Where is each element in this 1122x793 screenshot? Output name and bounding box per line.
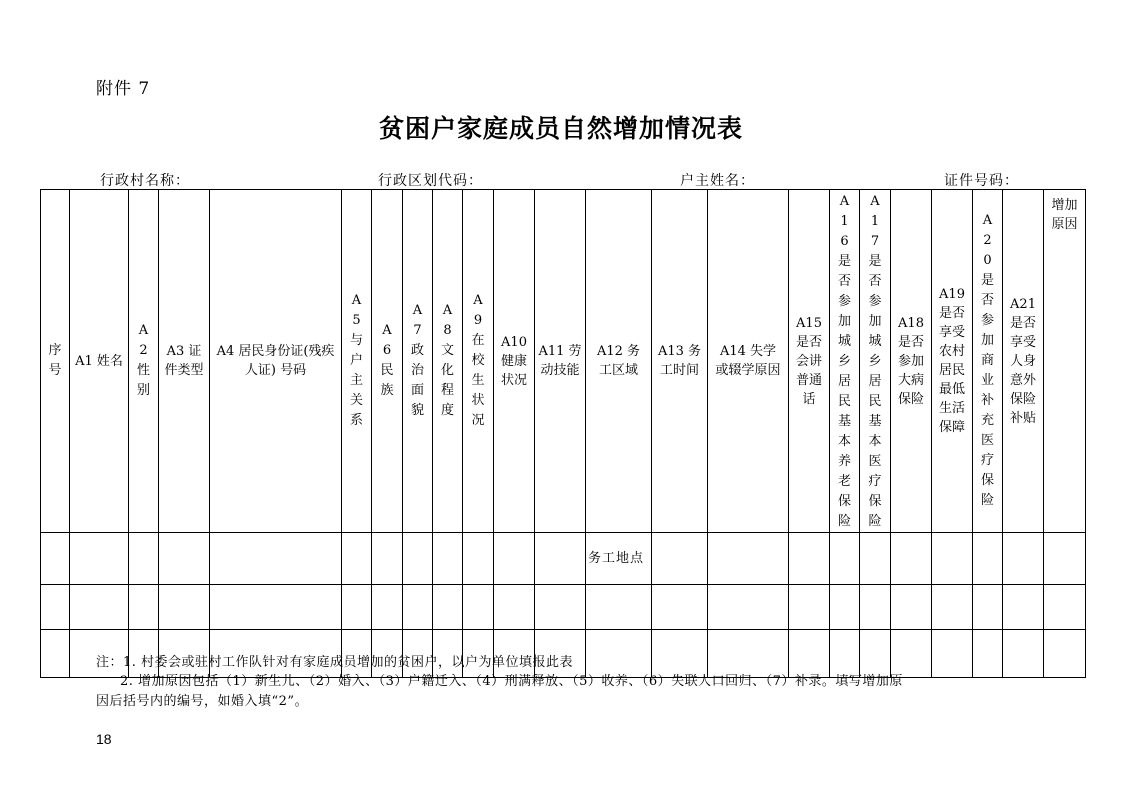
cell[interactable] (891, 585, 932, 630)
cell[interactable] (535, 533, 586, 585)
region-code-label: 行政区划代码： (378, 173, 483, 189)
cell[interactable] (1044, 630, 1086, 678)
cell[interactable] (708, 585, 789, 630)
attachment-label: 附件 7 (96, 79, 151, 99)
cell[interactable] (973, 533, 1003, 585)
cell[interactable] (830, 585, 860, 630)
note-line-3: 因后括号内的编号，如婚入填“2”。 (96, 694, 309, 709)
cell[interactable] (1003, 585, 1044, 630)
header-a5: A5与户主关系 (342, 190, 372, 533)
note-line-2: 2. 增加原因包括（1）新生儿、（2）婚入、（3）户籍迁入、（4）刑满释放、（5）收养、（6）失联人口回归、（7）补录。填写增加原 (120, 674, 903, 689)
cell[interactable] (652, 585, 708, 630)
cell[interactable] (70, 533, 129, 585)
cell[interactable] (860, 585, 891, 630)
header-a8: A8文化程度 (433, 190, 463, 533)
cell[interactable] (342, 585, 372, 630)
village-name-label: 行政村名称： (100, 173, 190, 189)
cell[interactable] (973, 630, 1003, 678)
cell[interactable] (342, 533, 372, 585)
cell[interactable] (1003, 533, 1044, 585)
cell[interactable] (41, 533, 70, 585)
cell[interactable] (372, 533, 403, 585)
cell[interactable] (932, 585, 973, 630)
header-a21: A21是否享受人身意外保险补贴 (1003, 190, 1044, 533)
cell[interactable] (159, 585, 210, 630)
cell[interactable] (535, 585, 586, 630)
header-a12: A12 务工区域 (586, 190, 652, 533)
header-a7: A7政治面貌 (403, 190, 433, 533)
cell[interactable] (494, 585, 535, 630)
cell[interactable] (1044, 533, 1086, 585)
id-number-label: 证件号码： (944, 173, 1019, 189)
work-place-cell[interactable]: 务工地点 (586, 533, 652, 585)
header-a3: A3 证件类型 (159, 190, 210, 533)
header-a9: A9在校生状况 (463, 190, 494, 533)
page-number: 18 (96, 731, 112, 747)
cell[interactable] (210, 585, 342, 630)
cell[interactable] (1003, 630, 1044, 678)
cell[interactable] (159, 533, 210, 585)
cell[interactable] (494, 533, 535, 585)
cell[interactable] (708, 533, 789, 585)
header-a15: A15是否会讲普通话 (789, 190, 830, 533)
cell[interactable] (372, 585, 403, 630)
cell[interactable] (129, 585, 159, 630)
header-reason: 增加原因 (1044, 190, 1086, 533)
cell[interactable] (41, 585, 70, 630)
cell[interactable] (41, 630, 70, 678)
cell[interactable] (463, 585, 494, 630)
cell[interactable] (860, 533, 891, 585)
header-a14: A14 失学或辍学原因 (708, 190, 789, 533)
note-line-1: 注：1. 村委会或驻村工作队针对有家庭成员增加的贫困户，以户为单位填报此表 (96, 655, 574, 670)
cell[interactable] (433, 585, 463, 630)
cell[interactable] (433, 533, 463, 585)
cell[interactable] (789, 533, 830, 585)
header-a18: A18是否参加大病保险 (891, 190, 932, 533)
header-a20: A20是否参加商业补充医疗保险 (973, 190, 1003, 533)
header-a4: A4 居民身份证(残疾人证) 号码 (210, 190, 342, 533)
header-a6: A6民族 (372, 190, 403, 533)
header-seq: 序号 (41, 190, 70, 533)
header-a11: A11 劳动技能 (535, 190, 586, 533)
cell[interactable] (789, 585, 830, 630)
cell[interactable] (210, 533, 342, 585)
cell[interactable] (586, 585, 652, 630)
table-row (41, 585, 1086, 630)
member-table (40, 189, 1086, 678)
cell[interactable] (1044, 585, 1086, 630)
page-title: 贫困户家庭成员自然增加情况表 (378, 114, 743, 143)
header-a13: A13 务工时间 (652, 190, 708, 533)
header-a19: A19是否享受农村居民最低生活保障 (932, 190, 973, 533)
header-a2: A2性别 (129, 190, 159, 533)
header-a17: A17是否参加城乡居民基本医疗保险 (860, 190, 891, 533)
header-row (41, 190, 1086, 533)
cell[interactable] (70, 585, 129, 630)
cell[interactable] (891, 533, 932, 585)
cell[interactable] (932, 630, 973, 678)
cell[interactable] (830, 533, 860, 585)
header-a10: A10健康状况 (494, 190, 535, 533)
cell[interactable] (403, 533, 433, 585)
header-a16: A16是否参加城乡居民基本养老保险 (830, 190, 860, 533)
cell[interactable] (932, 533, 973, 585)
header-a1: A1 姓名 (70, 190, 129, 533)
cell[interactable] (463, 533, 494, 585)
table-row (41, 533, 1086, 585)
cell[interactable] (403, 585, 433, 630)
head-name-label: 户主姓名： (680, 173, 755, 189)
cell[interactable] (973, 585, 1003, 630)
cell[interactable] (652, 533, 708, 585)
cell[interactable] (129, 533, 159, 585)
